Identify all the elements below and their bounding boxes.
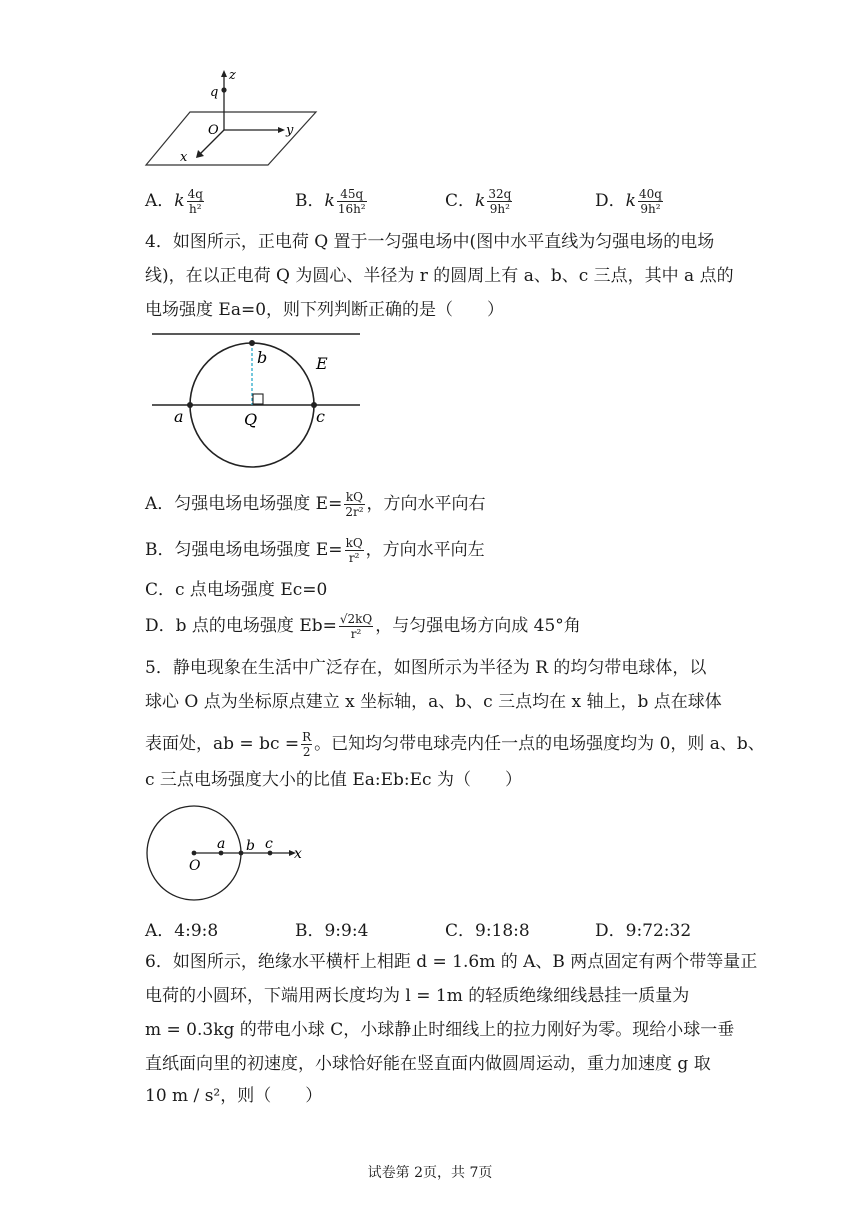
q3-option-b-num: 45q: [337, 187, 367, 202]
q5-sphere-figure: [144, 804, 314, 904]
q4-point-b: [249, 340, 255, 346]
q4-label-Q: Q: [244, 410, 258, 429]
q3-option-a-num: 4q: [187, 187, 203, 201]
q5-option-b[interactable]: B．9:9:4: [295, 921, 369, 941]
q3-option-d-den: 9h²: [640, 202, 661, 216]
q4-label-c: c: [316, 407, 325, 426]
q5-option-a[interactable]: A．4:9:8: [145, 921, 219, 941]
q4-option-c[interactable]: C．c 点电场强度 Ec=0: [145, 580, 328, 600]
q3-option-b-fraction: [337, 187, 367, 216]
q4-field-figure: [150, 330, 365, 470]
q6-line-2: 电荷的小圆环，下端用两长度均为 l = 1m 的轻质绝缘细线悬挂一质量为: [145, 986, 690, 1006]
q4-label-b: b: [257, 348, 268, 367]
q5-label-O: O: [189, 858, 201, 874]
page-footer: 试卷第 2页，共 7页: [367, 1165, 493, 1181]
q4-option-a-fraction: [344, 490, 364, 519]
q3-option-c-fraction: [487, 187, 512, 216]
q3-option-b[interactable]: [295, 186, 369, 216]
q4-option-a-num: kQ: [345, 490, 363, 504]
q4-option-b-den: r²: [348, 551, 360, 565]
q3-label-O: O: [208, 123, 219, 138]
q5-option-c[interactable]: C．9:18:8: [445, 921, 530, 941]
q4-option-a-den: 2r²: [345, 505, 364, 519]
q3-option-a-k: k: [174, 191, 185, 211]
q3-option-b-den: 16h²: [337, 202, 366, 216]
q3-option-d-num: 40q: [638, 187, 662, 201]
q5-label-c: c: [265, 836, 273, 852]
q3-option-d-k: k: [625, 191, 636, 211]
q5-point-b: [239, 851, 244, 856]
q6-line-3: m = 0.3kg 的带电小球 C，小球静止时细线上的拉力刚好为零。现给小球一垂: [145, 1020, 735, 1040]
q5-label-x: x: [294, 846, 302, 862]
q3-option-d-fraction: [638, 187, 663, 216]
q3-option-a-den: h²: [188, 202, 202, 216]
q4-option-b-pre: B．匀强电场电场强度 E=: [145, 540, 343, 560]
q4-option-a[interactable]: [145, 490, 486, 519]
q3-option-b-k: k: [324, 191, 335, 211]
q3-label-x: x: [180, 150, 188, 165]
q5-stem-line-1: 5．静电现象在生活中广泛存在，如图所示为半径为 R 的均匀带电球体，以: [145, 658, 707, 678]
q3-label-z: z: [229, 68, 236, 83]
q3-option-a-letter: A．: [145, 191, 175, 211]
q6-line-4: 直纸面向里的初速度，小球恰好能在竖直面内做圆周运动，重力加速度 g 取: [145, 1054, 711, 1074]
q5-label-b: b: [246, 838, 255, 854]
q4-stem-line-3: 电场强度 Ea=0，则下列判断正确的是（ ）: [145, 300, 505, 320]
q4-option-b-post: ，方向水平向左: [365, 540, 485, 560]
q5-stem-line-2: 球心 O 点为坐标原点建立 x 坐标轴，a、b、c 三点均在 x 轴上，b 点在球体: [145, 692, 722, 712]
q3-charge-q: [221, 87, 226, 92]
q4-stem-line-1: 4．如图所示，正电荷 Q 置于一匀强电场中(图中水平直线为匀强电场的电场: [145, 232, 715, 252]
q3-option-b-letter: B．: [295, 191, 325, 211]
q4-option-d-post: ，与匀强电场方向成 45°角: [375, 616, 581, 636]
q4-option-a-post: ，方向水平向右: [366, 494, 486, 514]
q4-stem-line-2: 线)，在以正电荷 Q 为圆心、半径为 r 的圆周上有 a、b、c 三点，其中 a 点的: [145, 266, 734, 286]
q4-option-d[interactable]: [145, 612, 581, 641]
q3-option-a-fraction: [187, 187, 204, 216]
q3-option-c-k: k: [475, 191, 486, 211]
q3-option-c-den: 9h²: [489, 202, 510, 216]
q5-stem-line-3-pre: 表面处，ab = bc =: [145, 734, 300, 754]
q5-stem-fraction-den: 2: [302, 745, 311, 759]
q3-option-d[interactable]: [595, 186, 665, 216]
q4-option-d-num: √2kQ: [339, 612, 373, 626]
q3-option-c-num: 32q: [488, 187, 512, 201]
q5-stem-line-3-post: 。已知均匀带电球壳内任一点的电场强度均为 0，则 a、b、: [314, 734, 765, 754]
q4-option-b-num: kQ: [345, 536, 363, 550]
q4-label-a: a: [174, 407, 184, 426]
q4-option-d-pre: D．b 点的电场强度 Eb=: [145, 616, 337, 636]
q4-option-d-fraction: [339, 612, 373, 641]
q5-stem-line-4: c 三点电场强度大小的比值 Ea:Eb:Ec 为（ ）: [145, 770, 522, 790]
q4-option-b-fraction: [345, 536, 364, 565]
q6-line-5: 10 m / s²，则（ ）: [145, 1086, 323, 1106]
q3-axes-figure: [140, 68, 320, 172]
q5-stem-fraction: [301, 730, 312, 759]
q3-option-d-letter: D．: [595, 191, 626, 211]
q5-label-a: a: [217, 836, 226, 852]
q3-plane: [146, 112, 316, 165]
q5-point-O: [192, 851, 197, 856]
q3-option-c-letter: C．: [445, 191, 476, 211]
q3-label-q: q: [210, 85, 219, 100]
q4-label-E: E: [316, 354, 328, 373]
q4-point-a: [187, 402, 193, 408]
q3-label-y: y: [286, 123, 294, 138]
q3-option-c[interactable]: [445, 186, 514, 216]
q5-stem-fraction-num: R: [302, 730, 312, 744]
q4-option-a-pre: A．匀强电场电场强度 E=: [145, 494, 343, 514]
q6-line-1: 6．如图所示，绝缘水平横杆上相距 d = 1.6m 的 A、B 两点固定有两个带等量正: [145, 952, 758, 972]
q4-option-b[interactable]: [145, 536, 485, 565]
q3-option-a[interactable]: [145, 186, 206, 216]
q3-z-arrow: [221, 70, 227, 77]
q5-stem-line-3: [145, 730, 765, 759]
q4-right-angle-mark: [253, 394, 263, 404]
q5-option-d[interactable]: D．9:72:32: [595, 921, 692, 941]
q4-option-d-den: r²: [350, 627, 362, 641]
q3-y-arrow: [278, 127, 285, 133]
